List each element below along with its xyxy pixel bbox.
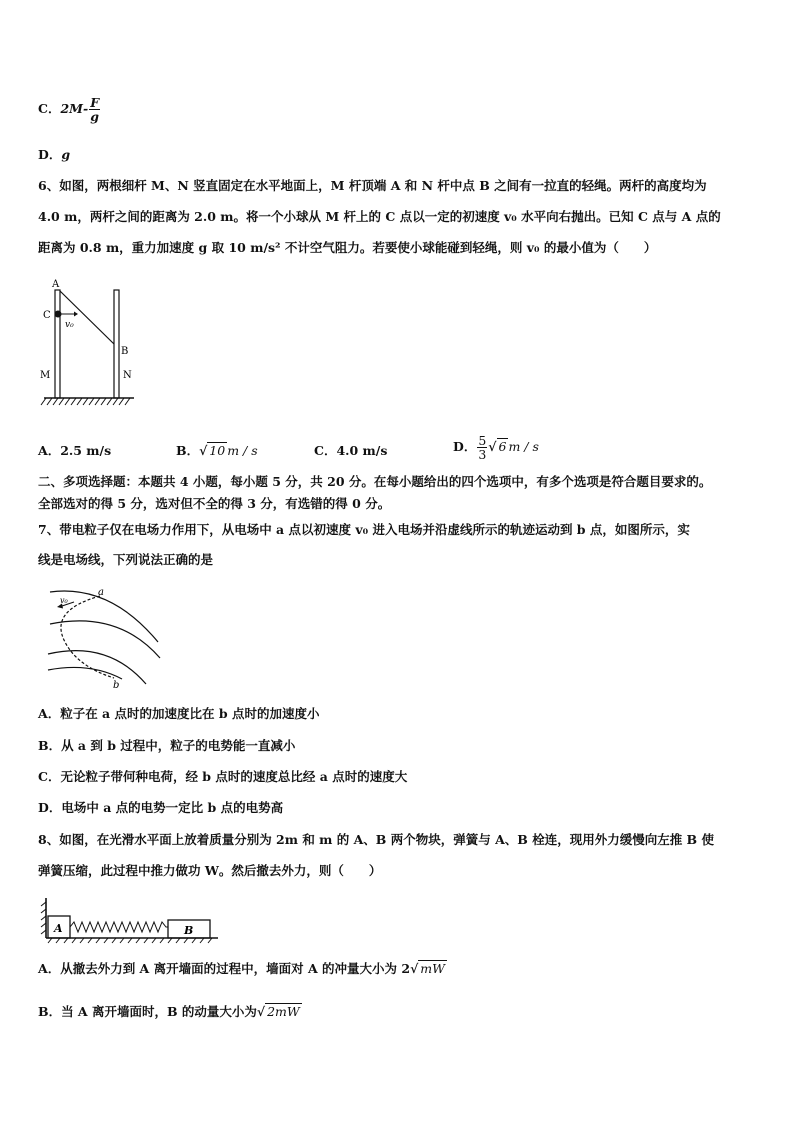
trajectory-dashed <box>61 596 114 678</box>
q5-option-c-fraction <box>89 96 100 123</box>
label-v0: v₀ <box>65 320 74 330</box>
fraction-numerator: F <box>90 95 100 110</box>
fraction-denominator: 3 <box>478 447 487 462</box>
q7-stem-line-1: 7、带电粒子仅在电场力作用下，从电场中 a 点以初速度 v₀ 进入电场并沿虚线所示的轨迹运动到 b 点，如图所示，实 <box>38 522 690 537</box>
label-c: C <box>43 310 51 321</box>
q6-option-d-radicand: 6 <box>498 439 507 454</box>
q5-option-c-label: C． <box>38 101 61 116</box>
label-a: a <box>98 587 104 598</box>
q8-option-a-radicand: mW <box>420 961 445 976</box>
q7-stem-line-2: 线是电场线，下列说法正确的是 <box>38 552 214 567</box>
q7-figure-field-lines <box>40 582 180 692</box>
q8-figure-spring-blocks <box>40 892 230 944</box>
rod-m <box>55 290 60 398</box>
section-2-instructions-line-2: 全部选对的得 5 分，选对但不全的得 3 分，有选错的得 0 分。 <box>38 496 391 511</box>
ball-c <box>55 311 62 318</box>
q5-option-c <box>38 96 101 123</box>
label-v0: v₀ <box>60 596 68 605</box>
label-n: N <box>123 370 132 381</box>
field-line-3 <box>48 651 146 684</box>
q8-stem-line-2: 弹簧压缩，此过程中推力做功 W。然后撤去外力，则（ ） <box>38 863 382 878</box>
q6-option-d-unit: m / s <box>508 439 539 454</box>
q5-option-c-prefix: 2M- <box>60 101 89 116</box>
q6-option-b-label: B． <box>176 443 200 458</box>
block-a-label: A <box>54 922 63 935</box>
field-line-4 <box>48 667 122 679</box>
q6-stem-line-2: 4.0 m，两杆之间的距离为 2.0 m。将一个小球从 M 杆上的 C 点以一定的初速度 v₀ 水平向右抛出。已知 C 点与 A 点的 <box>38 209 721 224</box>
q8-option-b-radicand: 2mW <box>267 1004 300 1019</box>
q7-option-b: B．从 a 到 b 过程中，粒子的电势能一直减小 <box>38 738 296 753</box>
q6-option-b-radicand: 10 <box>209 443 226 458</box>
q8-option-b-text: B．当 A 离开墙面时，B 的动量大小为 <box>38 1004 257 1019</box>
q5-option-d-label: D． <box>38 147 62 162</box>
ground-hatching <box>41 398 130 405</box>
q8-option-b: B．当 A 离开墙面时，B 的动量大小为√ 2mW <box>38 1004 300 1019</box>
q8-option-a: A．从撤去外力到 A 离开墙面的过程中，墙面对 A 的冲量大小为 2√ mW <box>38 961 445 976</box>
velocity-arrowhead <box>74 312 78 317</box>
fraction-denominator: g <box>90 109 99 124</box>
q8-option-a-text: A．从撤去外力到 A 离开墙面的过程中，墙面对 A 的冲量大小为 2 <box>38 961 411 976</box>
q6-option-b-unit: m / s <box>227 443 258 458</box>
q6-option-a: A．2.5 m/s <box>38 443 112 458</box>
q6-stem-line-1: 6、如图，两根细杆 M、N 竖直固定在水平地面上，M 杆顶端 A 和 N 杆中点 B 之间有一拉直的轻绳。两杆的高度均为 <box>38 178 707 193</box>
rod-n <box>114 290 119 398</box>
q6-option-d-fraction <box>477 434 487 461</box>
q7-option-c: C．无论粒子带何种电荷，经 b 点时的速度总比经 a 点时的速度大 <box>38 769 408 784</box>
q8-stem-line-1: 8、如图，在光滑水平面上放着质量分别为 2m 和 m 的 A、B 两个物块，弹簧与 A、B 栓连，现用外力缓慢向左推 B 使 <box>38 832 714 847</box>
block-b-label: B <box>184 924 194 937</box>
fraction-numerator: 5 <box>478 433 487 448</box>
label-b: B <box>121 346 129 357</box>
rope-line <box>60 291 114 344</box>
q6-option-d: D． $\frac{5}{3}$ √ 6 m / s <box>453 433 539 462</box>
q5-option-d <box>38 147 70 163</box>
q6-option-b: B．√ 10 m / s <box>176 443 258 458</box>
label-a: A <box>52 279 60 290</box>
q5-option-d-value: g <box>61 147 71 162</box>
q6-option-c: C．4.0 m/s <box>314 443 388 458</box>
q6-figure-rods <box>30 272 140 412</box>
label-m: M <box>40 370 51 381</box>
q7-option-d: D．电场中 a 点的电势一定比 b 点的电势高 <box>38 800 284 815</box>
q7-option-a: A．粒子在 a 点时的加速度比在 b 点时的加速度小 <box>38 706 320 721</box>
label-b: b <box>113 680 120 691</box>
q6-option-d-label: D． <box>453 439 477 454</box>
q6-stem-line-3: 距离为 0.8 m，重力加速度 g 取 10 m/s² 不计空气阻力。若要使小球能碰到轻绳，则 v₀ 的最小值为（ ） <box>38 240 657 255</box>
spring-coil <box>70 922 168 932</box>
section-2-instructions-line-1: 二、多项选择题：本题共 4 小题，每小题 5 分，共 20 分。在每小题给出的四个选项中，有多个选项是符合题目要求的。 <box>38 474 712 489</box>
